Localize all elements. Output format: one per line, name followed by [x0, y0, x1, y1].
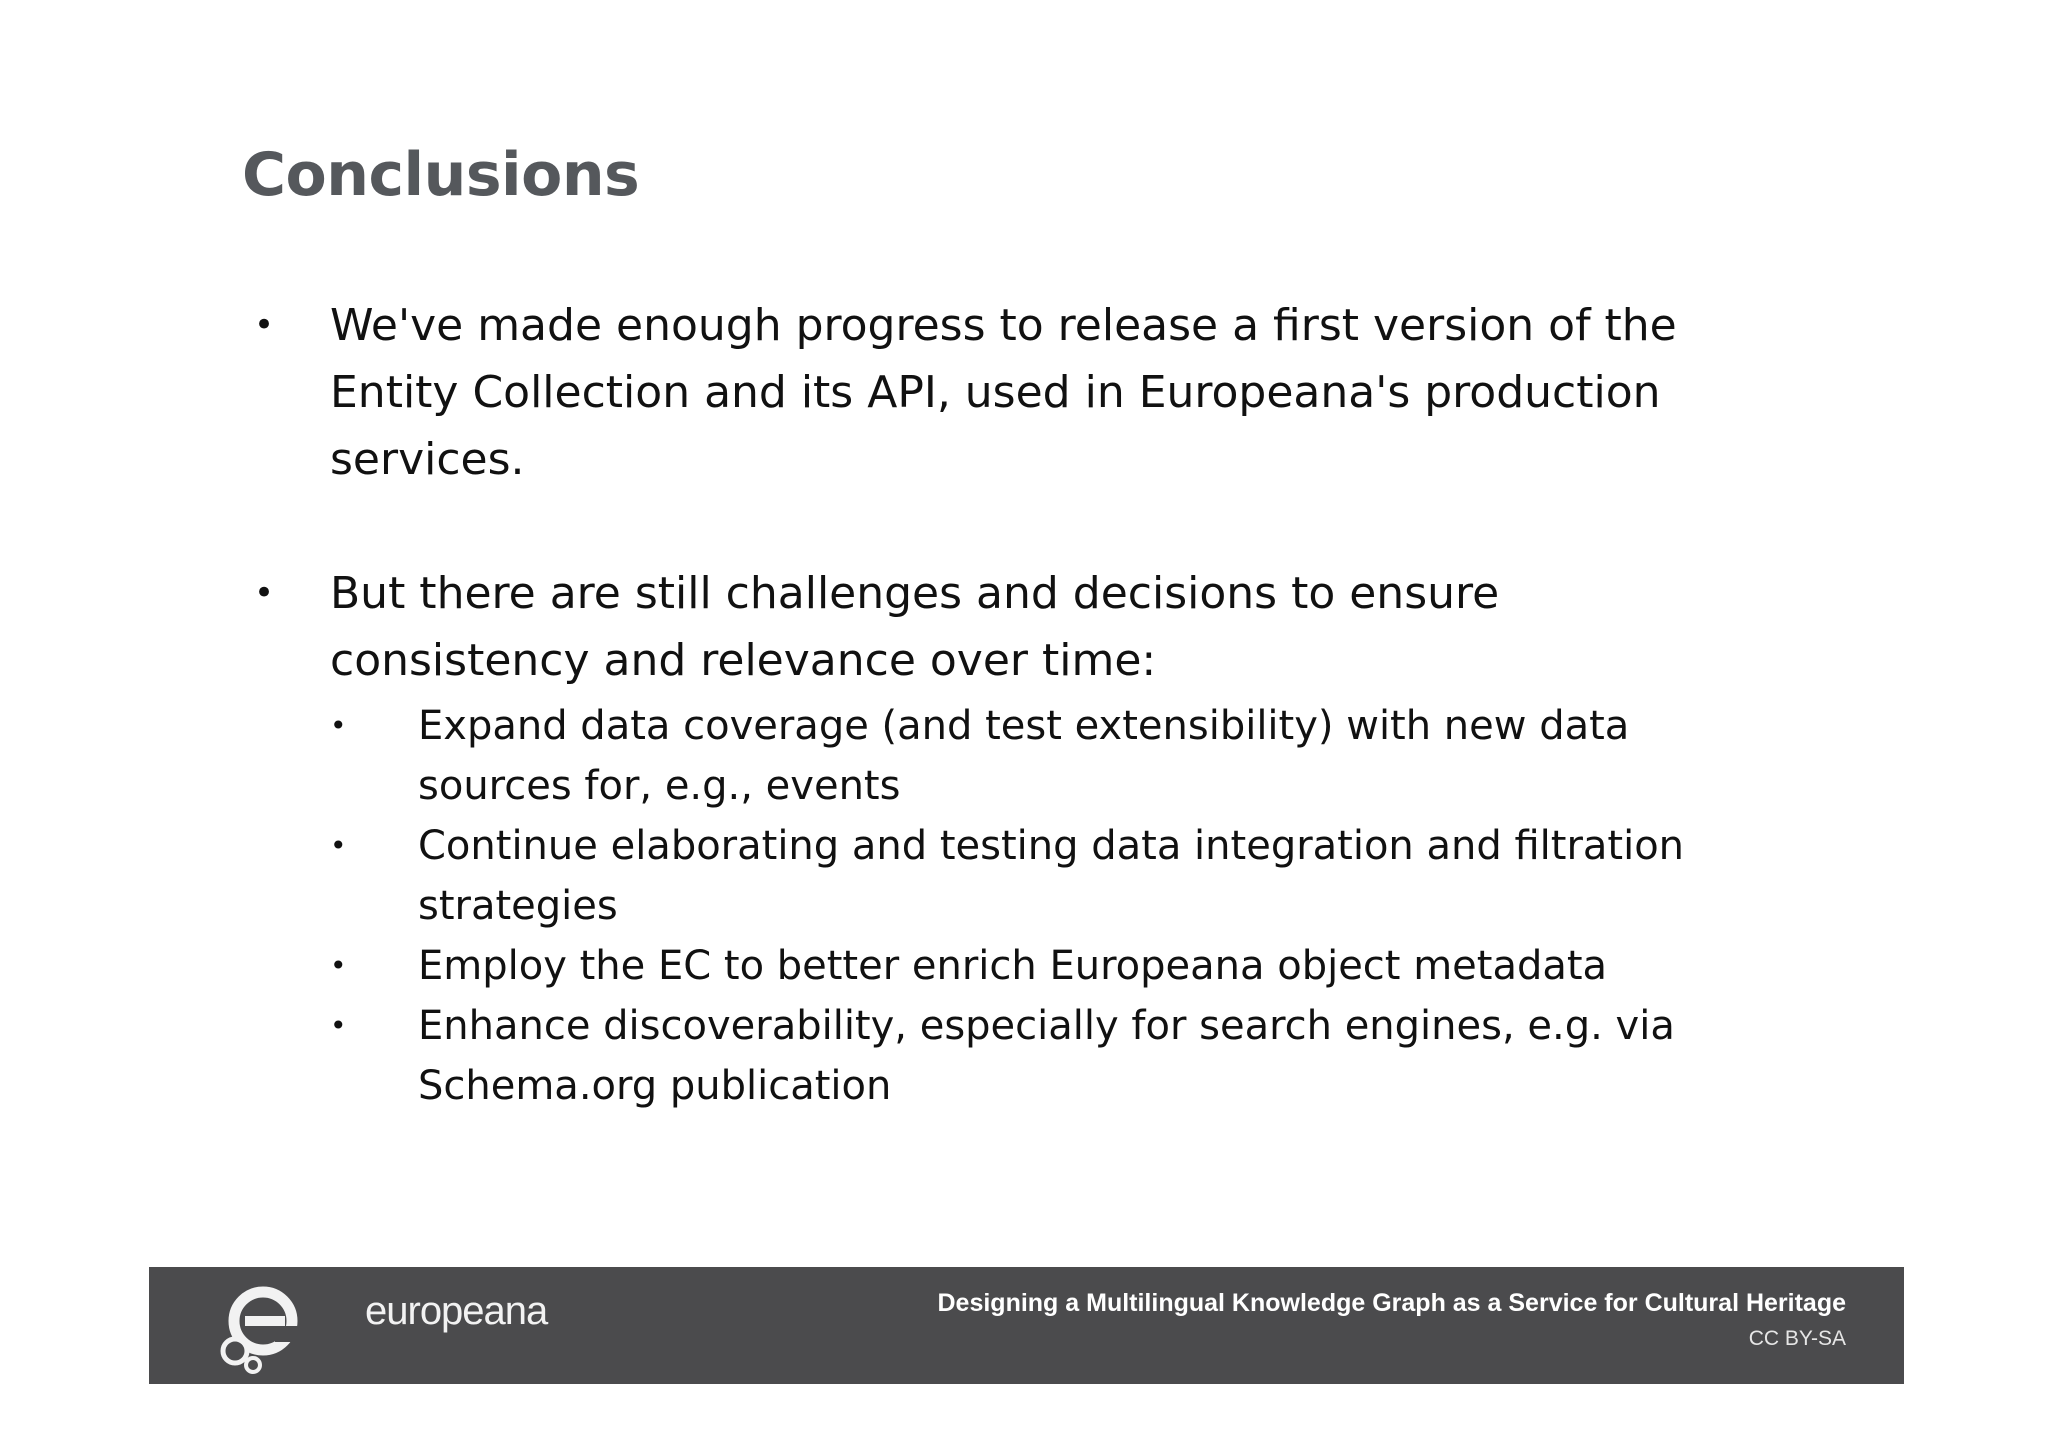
- presentation-title: Designing a Multilingual Knowledge Graph as a Service for Cultural Heritage: [937, 1289, 1846, 1317]
- slide-content: [254, 292, 1754, 1116]
- bullet-glyph: •: [254, 573, 275, 613]
- sub-bullet-text: Employ the EC to better enrich Europeana object metadata: [418, 943, 1608, 989]
- sub-bullet-text: Expand data coverage (and test extensibility) with new data sources for, e.g., events: [418, 703, 1630, 809]
- bullet-text: We've made enough progress to release a first version of the Entity Collection and its API, used in Europeana's production services.: [330, 300, 1677, 485]
- bullet-glyph: •: [330, 949, 347, 982]
- sub-bullet-list: [330, 696, 1754, 1116]
- bullet-glyph: •: [254, 305, 275, 345]
- sub-list-item: [330, 696, 1754, 816]
- bullet-glyph: •: [330, 829, 347, 862]
- sub-bullet-text: Enhance discoverability, especially for search engines, e.g. via Schema.org publication: [418, 1003, 1675, 1109]
- sub-list-item: [330, 816, 1754, 936]
- license-label: CC BY-SA: [1748, 1327, 1846, 1350]
- europeana-logo: [215, 1279, 548, 1375]
- sub-bullet-text: Continue elaborating and testing data integration and filtration strategies: [418, 823, 1685, 929]
- sub-list-item: [330, 996, 1754, 1116]
- europeana-logo-icon: [215, 1279, 355, 1375]
- bullet-list: [254, 292, 1754, 1116]
- footer-bar: [149, 1267, 1904, 1384]
- list-item: [254, 292, 1754, 493]
- bullet-glyph: •: [330, 709, 347, 742]
- logo-wordmark: europeana: [365, 1289, 548, 1333]
- bullet-text: But there are still challenges and decisions to ensure consistency and relevance over time:: [330, 568, 1500, 686]
- bullet-glyph: •: [330, 1009, 347, 1042]
- sub-list-item: [330, 936, 1754, 996]
- list-item: [254, 560, 1754, 1116]
- slide-title: Conclusions: [242, 140, 640, 210]
